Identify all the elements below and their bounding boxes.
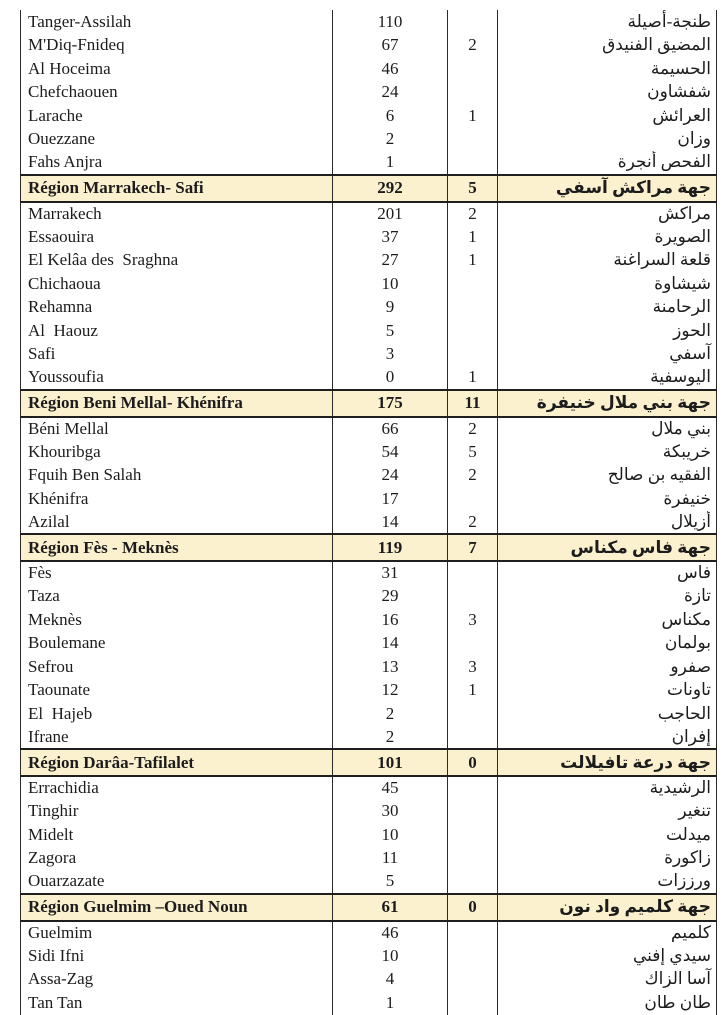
name-ar-cell: صفرو <box>498 655 717 679</box>
cases-cell: 175 <box>333 390 448 417</box>
name-ar-cell: جهة فاس مكناس <box>498 534 717 561</box>
cases-cell: 54 <box>333 440 448 464</box>
name-fr-cell: Chichaoua <box>21 272 333 296</box>
name-ar-cell: فاس <box>498 561 717 585</box>
table-row <box>21 921 717 945</box>
deaths-cell: 1 <box>448 104 498 128</box>
name-fr-cell: Région Beni Mellal- Khénifra <box>21 390 333 417</box>
name-fr-cell: El Kelâa des Sraghna <box>21 249 333 273</box>
cases-cell: 0 <box>333 366 448 390</box>
name-ar-cell: جهة مراكش آسفي <box>498 175 717 202</box>
deaths-cell <box>448 726 498 750</box>
name-fr-cell: Al Hoceima <box>21 57 333 81</box>
cases-cell: 67 <box>333 34 448 58</box>
table-row <box>21 225 717 249</box>
deaths-cell <box>448 561 498 585</box>
name-ar-cell: إفران <box>498 726 717 750</box>
name-fr-cell: Fès <box>21 561 333 585</box>
name-fr-cell: El Hajeb <box>21 702 333 726</box>
cases-cell: 30 <box>333 800 448 824</box>
table-row <box>21 726 717 750</box>
region-header-row <box>21 175 717 202</box>
cases-cell: 13 <box>333 655 448 679</box>
deaths-cell: 2 <box>448 464 498 488</box>
cases-cell: 46 <box>333 921 448 945</box>
name-fr-cell: Khouribga <box>21 440 333 464</box>
table-row <box>21 128 717 152</box>
deaths-cell: 2 <box>448 417 498 441</box>
cases-cell: 45 <box>333 776 448 800</box>
cases-cell: 10 <box>333 823 448 847</box>
deaths-cell <box>448 81 498 105</box>
table-row <box>21 511 717 535</box>
regions-cases-table <box>20 10 717 1015</box>
table-row <box>21 847 717 871</box>
name-ar-cell: الرحامنة <box>498 296 717 320</box>
name-fr-cell: Région Guelmim –Oued Noun <box>21 894 333 921</box>
deaths-cell: 5 <box>448 440 498 464</box>
name-ar-cell: الحسيمة <box>498 57 717 81</box>
cases-cell: 2 <box>333 128 448 152</box>
name-ar-cell: تازة <box>498 585 717 609</box>
table-row <box>21 655 717 679</box>
name-ar-cell: الفحص أنجرة <box>498 151 717 175</box>
deaths-cell: 2 <box>448 202 498 226</box>
cases-cell: 16 <box>333 608 448 632</box>
name-fr-cell: Assa-Zag <box>21 968 333 992</box>
deaths-cell: 2 <box>448 34 498 58</box>
name-ar-cell: شفشاون <box>498 81 717 105</box>
name-ar-cell: بني ملال <box>498 417 717 441</box>
cases-cell: 10 <box>333 944 448 968</box>
name-ar-cell: كلميم <box>498 921 717 945</box>
table-row <box>21 440 717 464</box>
name-ar-cell: طنجة-أصيلة <box>498 10 717 34</box>
name-fr-cell: Sidi Ifni <box>21 944 333 968</box>
name-ar-cell: خنيفرة <box>498 487 717 511</box>
deaths-cell: 1 <box>448 225 498 249</box>
name-ar-cell: الحاجب <box>498 702 717 726</box>
name-fr-cell: Meknès <box>21 608 333 632</box>
deaths-cell <box>448 319 498 343</box>
cases-cell: 10 <box>333 272 448 296</box>
table-row <box>21 272 717 296</box>
cases-cell: 2 <box>333 726 448 750</box>
name-fr-cell: Région Marrakech- Safi <box>21 175 333 202</box>
name-fr-cell: Safi <box>21 343 333 367</box>
name-ar-cell: المضيق الفنيدق <box>498 34 717 58</box>
deaths-cell <box>448 823 498 847</box>
deaths-cell <box>448 847 498 871</box>
table-row <box>21 870 717 894</box>
name-fr-cell: Guelmim <box>21 921 333 945</box>
deaths-cell <box>448 10 498 34</box>
name-fr-cell: Zagora <box>21 847 333 871</box>
deaths-cell: 2 <box>448 511 498 535</box>
name-ar-cell: الصويرة <box>498 225 717 249</box>
name-fr-cell: Tinghir <box>21 800 333 824</box>
table-row <box>21 823 717 847</box>
cases-cell: 61 <box>333 894 448 921</box>
name-fr-cell: Fquih Ben Salah <box>21 464 333 488</box>
name-fr-cell: Khénifra <box>21 487 333 511</box>
table-row <box>21 319 717 343</box>
table-row <box>21 34 717 58</box>
table-row <box>21 968 717 992</box>
name-fr-cell: Taza <box>21 585 333 609</box>
deaths-cell <box>448 632 498 656</box>
name-ar-cell: خريبكة <box>498 440 717 464</box>
cases-cell: 5 <box>333 870 448 894</box>
name-ar-cell: أزيلال <box>498 511 717 535</box>
cases-cell: 37 <box>333 225 448 249</box>
name-fr-cell: Tan Tan <box>21 991 333 1015</box>
name-ar-cell: جهة كلميم واد نون <box>498 894 717 921</box>
name-ar-cell: اليوسفية <box>498 366 717 390</box>
deaths-cell: 0 <box>448 894 498 921</box>
name-fr-cell: Chefchaouen <box>21 81 333 105</box>
name-ar-cell: ميدلت <box>498 823 717 847</box>
deaths-cell <box>448 800 498 824</box>
name-ar-cell: طان طان <box>498 991 717 1015</box>
name-fr-cell: Larache <box>21 104 333 128</box>
cases-cell: 292 <box>333 175 448 202</box>
cases-cell: 6 <box>333 104 448 128</box>
name-fr-cell: Marrakech <box>21 202 333 226</box>
deaths-cell: 11 <box>448 390 498 417</box>
name-ar-cell: جهة درعة تافيلالت <box>498 749 717 776</box>
name-fr-cell: Ouarzazate <box>21 870 333 894</box>
table-row <box>21 679 717 703</box>
table-row <box>21 487 717 511</box>
cases-cell: 119 <box>333 534 448 561</box>
name-fr-cell: Youssoufia <box>21 366 333 390</box>
table-row <box>21 104 717 128</box>
deaths-cell <box>448 870 498 894</box>
name-fr-cell: M'Diq-Fnideq <box>21 34 333 58</box>
cases-cell: 12 <box>333 679 448 703</box>
cases-cell: 66 <box>333 417 448 441</box>
name-fr-cell: Région Darâa-Tafilalet <box>21 749 333 776</box>
cases-cell: 31 <box>333 561 448 585</box>
name-fr-cell: Errachidia <box>21 776 333 800</box>
table-row <box>21 343 717 367</box>
name-ar-cell: مراكش <box>498 202 717 226</box>
table-row <box>21 800 717 824</box>
table-row <box>21 296 717 320</box>
cases-cell: 24 <box>333 81 448 105</box>
name-ar-cell: شيشاوة <box>498 272 717 296</box>
cases-cell: 11 <box>333 847 448 871</box>
table-row <box>21 202 717 226</box>
table-row <box>21 81 717 105</box>
name-ar-cell: الفقيه بن صالح <box>498 464 717 488</box>
deaths-cell: 3 <box>448 608 498 632</box>
deaths-cell <box>448 296 498 320</box>
cases-cell: 17 <box>333 487 448 511</box>
table-row <box>21 991 717 1015</box>
table-row <box>21 249 717 273</box>
name-ar-cell: آسا الزاك <box>498 968 717 992</box>
deaths-cell: 1 <box>448 679 498 703</box>
cases-cell: 29 <box>333 585 448 609</box>
regions-cases-table-wrap <box>20 10 716 1015</box>
deaths-cell <box>448 57 498 81</box>
deaths-cell: 7 <box>448 534 498 561</box>
name-fr-cell: Rehamna <box>21 296 333 320</box>
table-row <box>21 464 717 488</box>
cases-cell: 1 <box>333 151 448 175</box>
deaths-cell <box>448 944 498 968</box>
name-ar-cell: ورززات <box>498 870 717 894</box>
table-body <box>21 10 717 1015</box>
table-row <box>21 944 717 968</box>
table-row <box>21 776 717 800</box>
name-fr-cell: Fahs Anjra <box>21 151 333 175</box>
name-fr-cell: Azilal <box>21 511 333 535</box>
name-fr-cell: Sefrou <box>21 655 333 679</box>
name-fr-cell: Essaouira <box>21 225 333 249</box>
deaths-cell <box>448 128 498 152</box>
table-row <box>21 585 717 609</box>
deaths-cell <box>448 776 498 800</box>
region-header-row <box>21 390 717 417</box>
deaths-cell <box>448 921 498 945</box>
name-fr-cell: Béni Mellal <box>21 417 333 441</box>
name-fr-cell: Boulemane <box>21 632 333 656</box>
name-ar-cell: بولمان <box>498 632 717 656</box>
cases-cell: 4 <box>333 968 448 992</box>
cases-cell: 46 <box>333 57 448 81</box>
region-header-row <box>21 534 717 561</box>
name-fr-cell: Midelt <box>21 823 333 847</box>
table-row <box>21 561 717 585</box>
name-ar-cell: العرائش <box>498 104 717 128</box>
table-row <box>21 57 717 81</box>
name-ar-cell: مكناس <box>498 608 717 632</box>
name-ar-cell: وزان <box>498 128 717 152</box>
cases-cell: 24 <box>333 464 448 488</box>
name-ar-cell: قلعة السراغنة <box>498 249 717 273</box>
deaths-cell <box>448 487 498 511</box>
deaths-cell <box>448 343 498 367</box>
name-fr-cell: Ouezzane <box>21 128 333 152</box>
cases-cell: 27 <box>333 249 448 273</box>
deaths-cell: 5 <box>448 175 498 202</box>
table-row <box>21 608 717 632</box>
name-ar-cell: الحوز <box>498 319 717 343</box>
deaths-cell: 1 <box>448 249 498 273</box>
name-ar-cell: جهة بني ملال خنيفرة <box>498 390 717 417</box>
region-header-row <box>21 894 717 921</box>
cases-cell: 14 <box>333 511 448 535</box>
deaths-cell <box>448 585 498 609</box>
cases-cell: 14 <box>333 632 448 656</box>
name-ar-cell: تنغير <box>498 800 717 824</box>
cases-cell: 1 <box>333 991 448 1015</box>
name-ar-cell: زاكورة <box>498 847 717 871</box>
table-row <box>21 366 717 390</box>
name-fr-cell: Tanger-Assilah <box>21 10 333 34</box>
deaths-cell: 1 <box>448 366 498 390</box>
name-ar-cell: سيدي إفني <box>498 944 717 968</box>
table-row <box>21 417 717 441</box>
cases-cell: 3 <box>333 343 448 367</box>
deaths-cell: 0 <box>448 749 498 776</box>
deaths-cell <box>448 151 498 175</box>
table-row <box>21 702 717 726</box>
deaths-cell <box>448 968 498 992</box>
cases-cell: 9 <box>333 296 448 320</box>
deaths-cell <box>448 991 498 1015</box>
name-ar-cell: الرشيدية <box>498 776 717 800</box>
name-fr-cell: Région Fès - Meknès <box>21 534 333 561</box>
table-row <box>21 10 717 34</box>
cases-cell: 110 <box>333 10 448 34</box>
deaths-cell <box>448 702 498 726</box>
name-fr-cell: Taounate <box>21 679 333 703</box>
cases-cell: 2 <box>333 702 448 726</box>
deaths-cell <box>448 272 498 296</box>
name-fr-cell: Al Haouz <box>21 319 333 343</box>
name-fr-cell: Ifrane <box>21 726 333 750</box>
table-row <box>21 632 717 656</box>
deaths-cell: 3 <box>448 655 498 679</box>
cases-cell: 101 <box>333 749 448 776</box>
table-row <box>21 151 717 175</box>
cases-cell: 5 <box>333 319 448 343</box>
name-ar-cell: تاونات <box>498 679 717 703</box>
region-header-row <box>21 749 717 776</box>
cases-cell: 201 <box>333 202 448 226</box>
name-ar-cell: آسفي <box>498 343 717 367</box>
